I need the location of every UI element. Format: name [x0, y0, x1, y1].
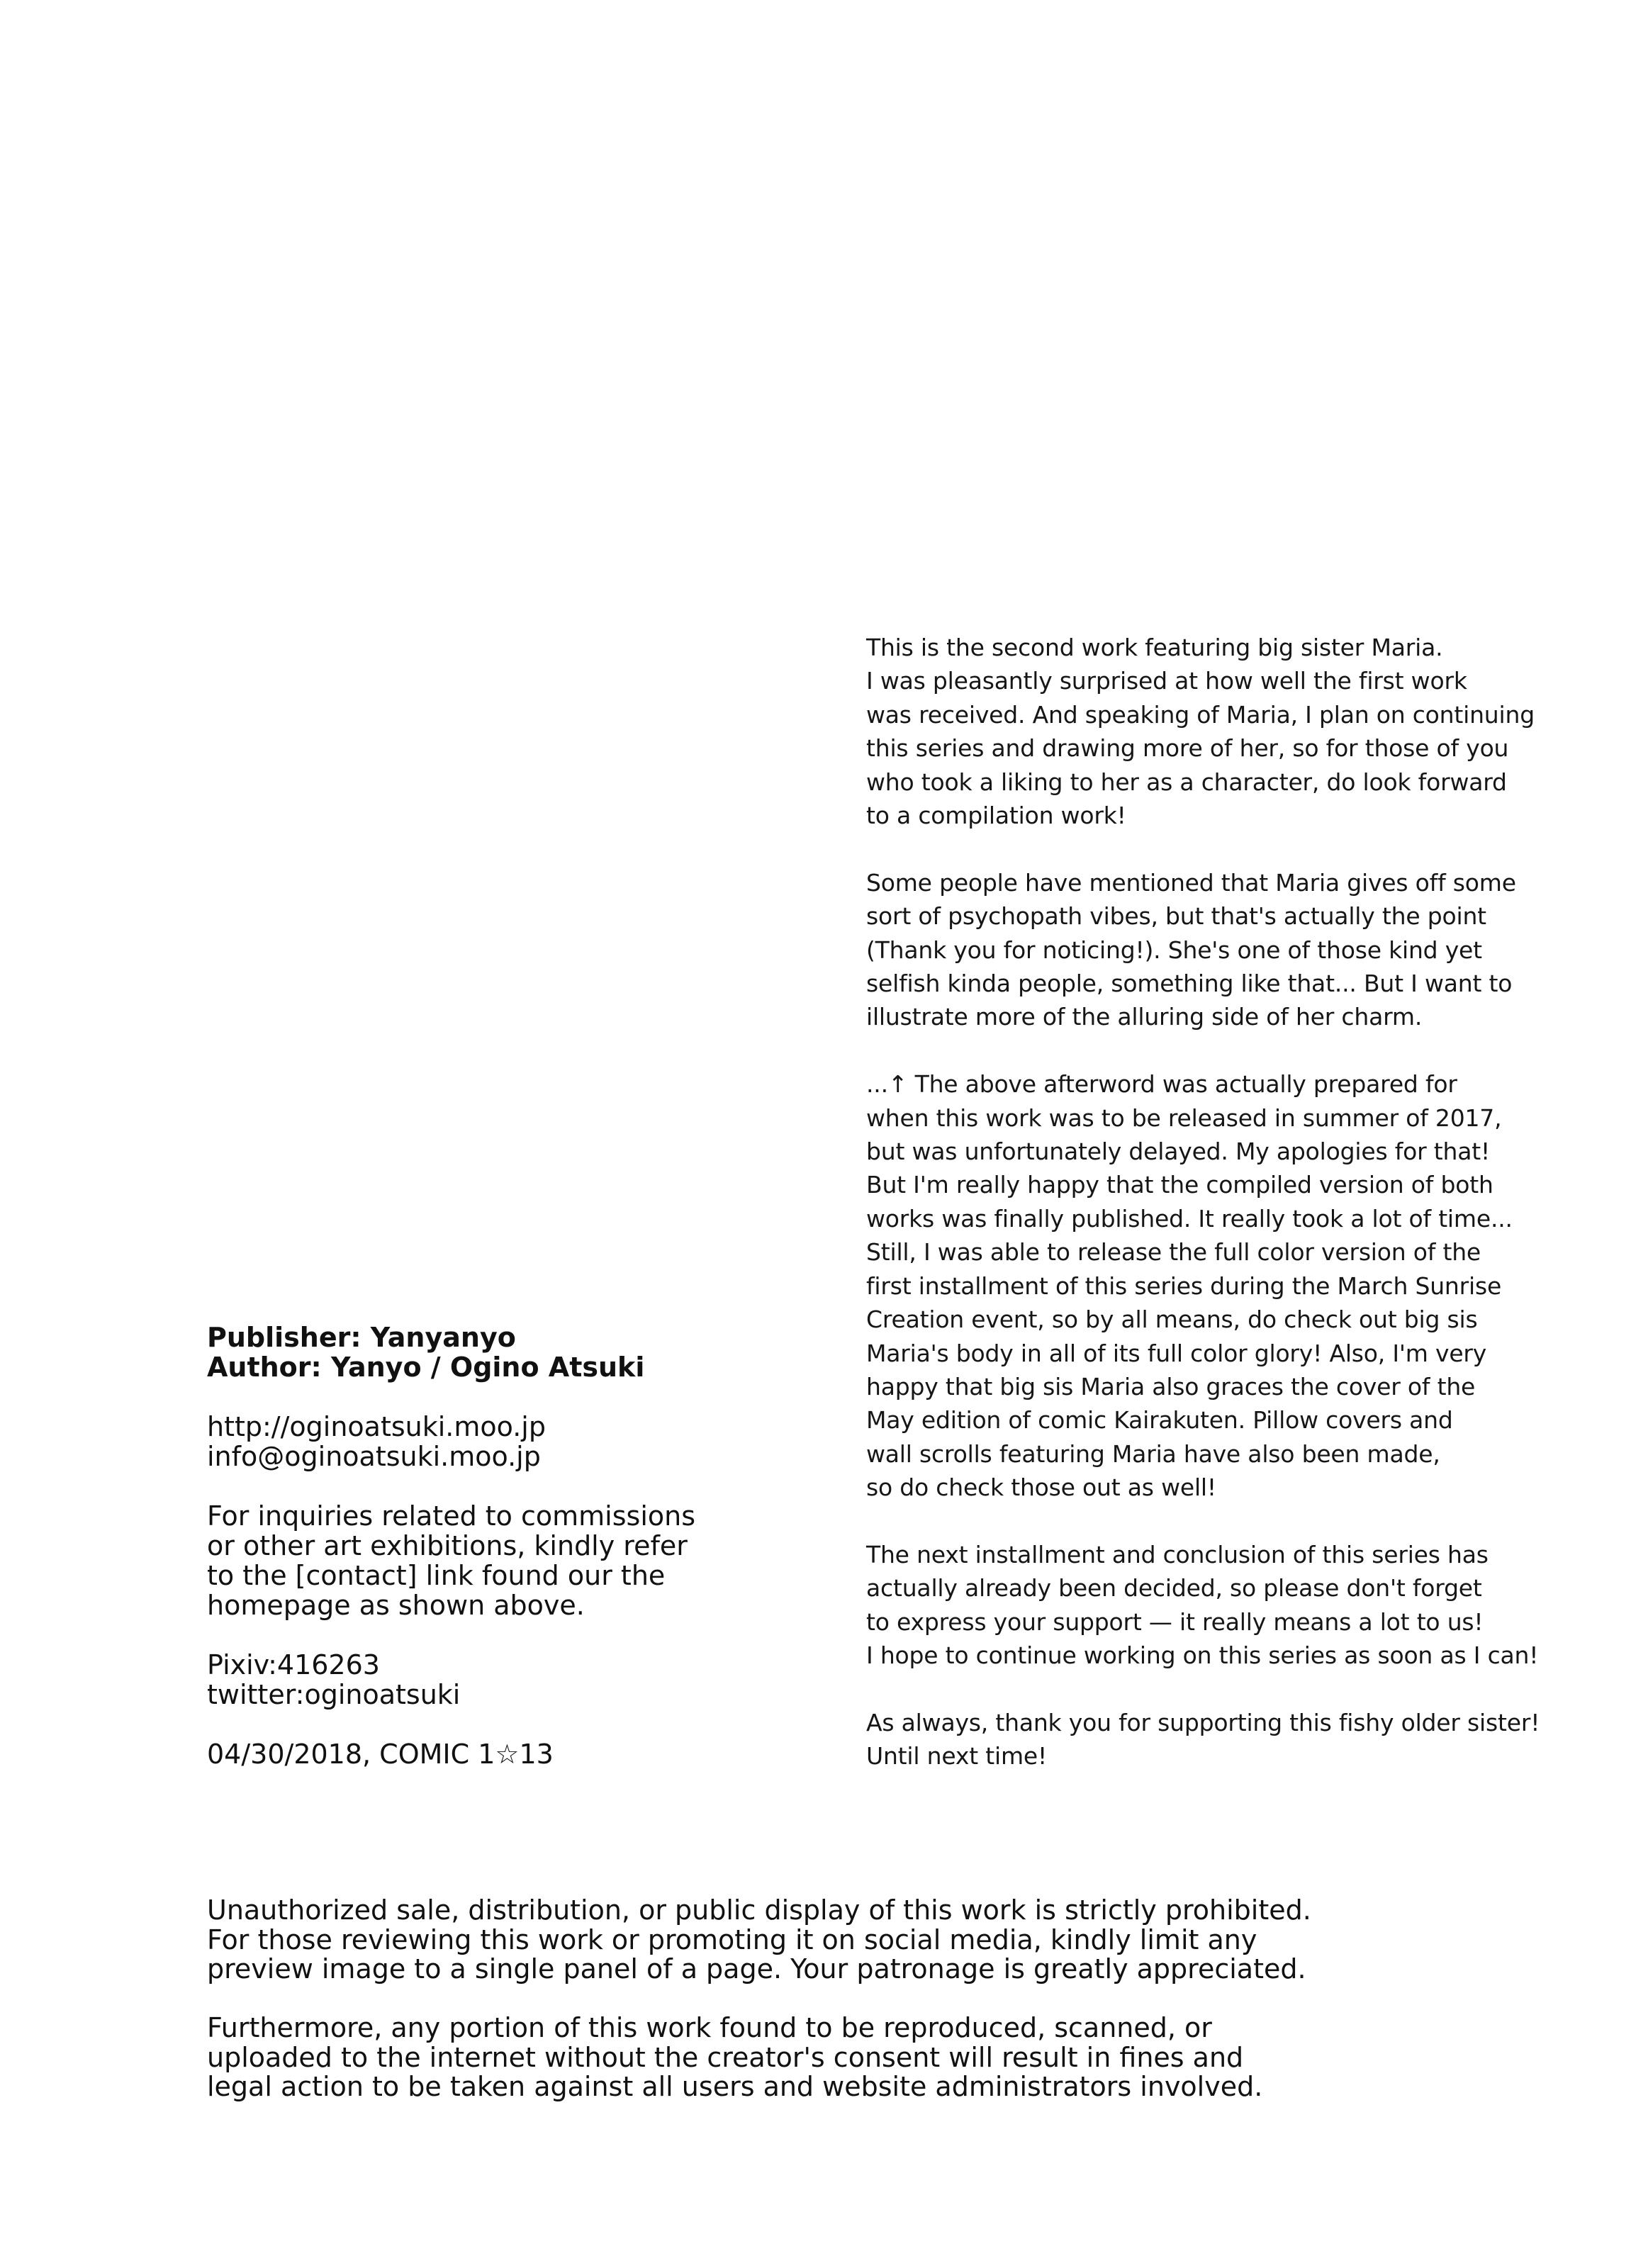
afterword-line: The next installment and conclusion of this series has [866, 1540, 1489, 1568]
inquiry-line: homepage as shown above. [207, 1590, 585, 1621]
afterword-line: when this work was to be released in summer of 2017, [866, 1104, 1502, 1132]
notice-line: preview image to a single panel of a page. Your patronage is greatly appreciated. [207, 1953, 1306, 1984]
afterword-line: this series and drawing more of her, so for those of you [866, 734, 1509, 763]
credits [207, 1323, 788, 1382]
afterword-line: so do check those out as well! [866, 1473, 1216, 1502]
pixiv-id: Pixiv:416263 [207, 1649, 380, 1680]
notice-line: Unauthorized sale, distribution, or public display of this work is strictly prohibited. [207, 1894, 1311, 1926]
notice-line: legal action to be taken against all users and website administrators involved. [207, 2071, 1263, 2102]
afterword-line: Maria's body in all of its full color glory! Also, I'm very [866, 1339, 1487, 1367]
afterword-line: (Thank you for noticing!). She's one of those kind yet [866, 936, 1482, 964]
afterword-line: to express your support — it really means a lot to us! [866, 1607, 1484, 1636]
inquiry-line: For inquiries related to commissions [207, 1500, 696, 1532]
publisher-credit: Publisher: Yanyanyo [207, 1322, 516, 1353]
afterword-line: I was pleasantly surprised at how well the first work [866, 667, 1467, 695]
inquiry-line: to the [contact] link found our the [207, 1560, 666, 1591]
contact-info [207, 1412, 788, 1471]
afterword-line: to a compilation work! [866, 802, 1126, 830]
afterword-line: was received. And speaking of Maria, I plan on continuing [866, 700, 1535, 729]
afterword-line: first installment of this series during the March Sunrise [866, 1271, 1502, 1300]
author-credit: Author: Yanyo / Ogino Atsuki [207, 1352, 645, 1383]
afterword-line: Still, I was able to release the full color version of the [866, 1238, 1481, 1267]
afterword-line: Until next time! [866, 1742, 1048, 1770]
notice-line: For those reviewing this work or promoting it on social media, kindly limit any [207, 1924, 1257, 1955]
afterword-paragraph [866, 1706, 1575, 1773]
afterword-paragraph [866, 866, 1575, 1034]
social-handles [207, 1650, 788, 1710]
afterword-line: happy that big sis Maria also graces the cover of the [866, 1372, 1476, 1400]
afterword-line: selfish kinda people, something like that... But I want to [866, 970, 1513, 998]
notice-line: uploaded to the internet without the creator's consent will result in fines and [207, 2041, 1244, 2073]
notice-paragraph [207, 2014, 1469, 2102]
afterword [866, 631, 1575, 1773]
afterword-line: Some people have mentioned that Maria gives off some [866, 868, 1516, 897]
release-info [207, 1739, 788, 1769]
afterword-line: who took a liking to her as a character, do look forward [866, 768, 1507, 796]
twitter-handle: twitter:oginoatsuki [207, 1679, 461, 1710]
legal-notice [207, 1896, 1469, 2102]
afterword-line: As always, thank you for supporting this fishy older sister! [866, 1708, 1540, 1736]
email-address: info@oginoatsuki.moo.jp [207, 1441, 541, 1472]
afterword-paragraph [866, 1067, 1575, 1504]
afterword-paragraph [866, 631, 1575, 832]
afterword-line: Creation event, so by all means, do check out big sis [866, 1306, 1478, 1334]
afterword-line: but was unfortunately delayed. My apologies for that! [866, 1138, 1491, 1166]
release-date: 04/30/2018, COMIC 1☆13 [207, 1739, 554, 1770]
afterword-line: This is the second work featuring big sister Maria. [866, 634, 1443, 661]
inquiry-line: or other art exhibitions, kindly refer [207, 1530, 688, 1561]
afterword-line: works was finally published. It really took a lot of time... [866, 1204, 1513, 1233]
afterword-paragraph [866, 1538, 1575, 1673]
notice-line: Furthermore, any portion of this work found to be reproduced, scanned, or [207, 2012, 1212, 2043]
colophon [207, 1323, 788, 1769]
afterword-line: sort of psychopath vibes, but that's actually the point [866, 902, 1486, 931]
afterword-line: wall scrolls featuring Maria have also been made, [866, 1439, 1440, 1468]
afterword-line: ...↑ The above afterword was actually prepared for [866, 1070, 1457, 1099]
afterword-line: May edition of comic Kairakuten. Pillow covers and [866, 1406, 1453, 1435]
afterword-line: But I'm really happy that the compiled version of both [866, 1171, 1493, 1199]
afterword-line: I hope to continue working on this series as soon as I can! [866, 1641, 1539, 1670]
website-link: http://oginoatsuki.moo.jp [207, 1411, 546, 1442]
afterword-line: actually already been decided, so please don't forget [866, 1574, 1482, 1602]
afterword-line: illustrate more of the alluring side of her charm. [866, 1003, 1423, 1031]
inquiry-note [207, 1501, 788, 1620]
notice-paragraph [207, 1896, 1469, 1984]
